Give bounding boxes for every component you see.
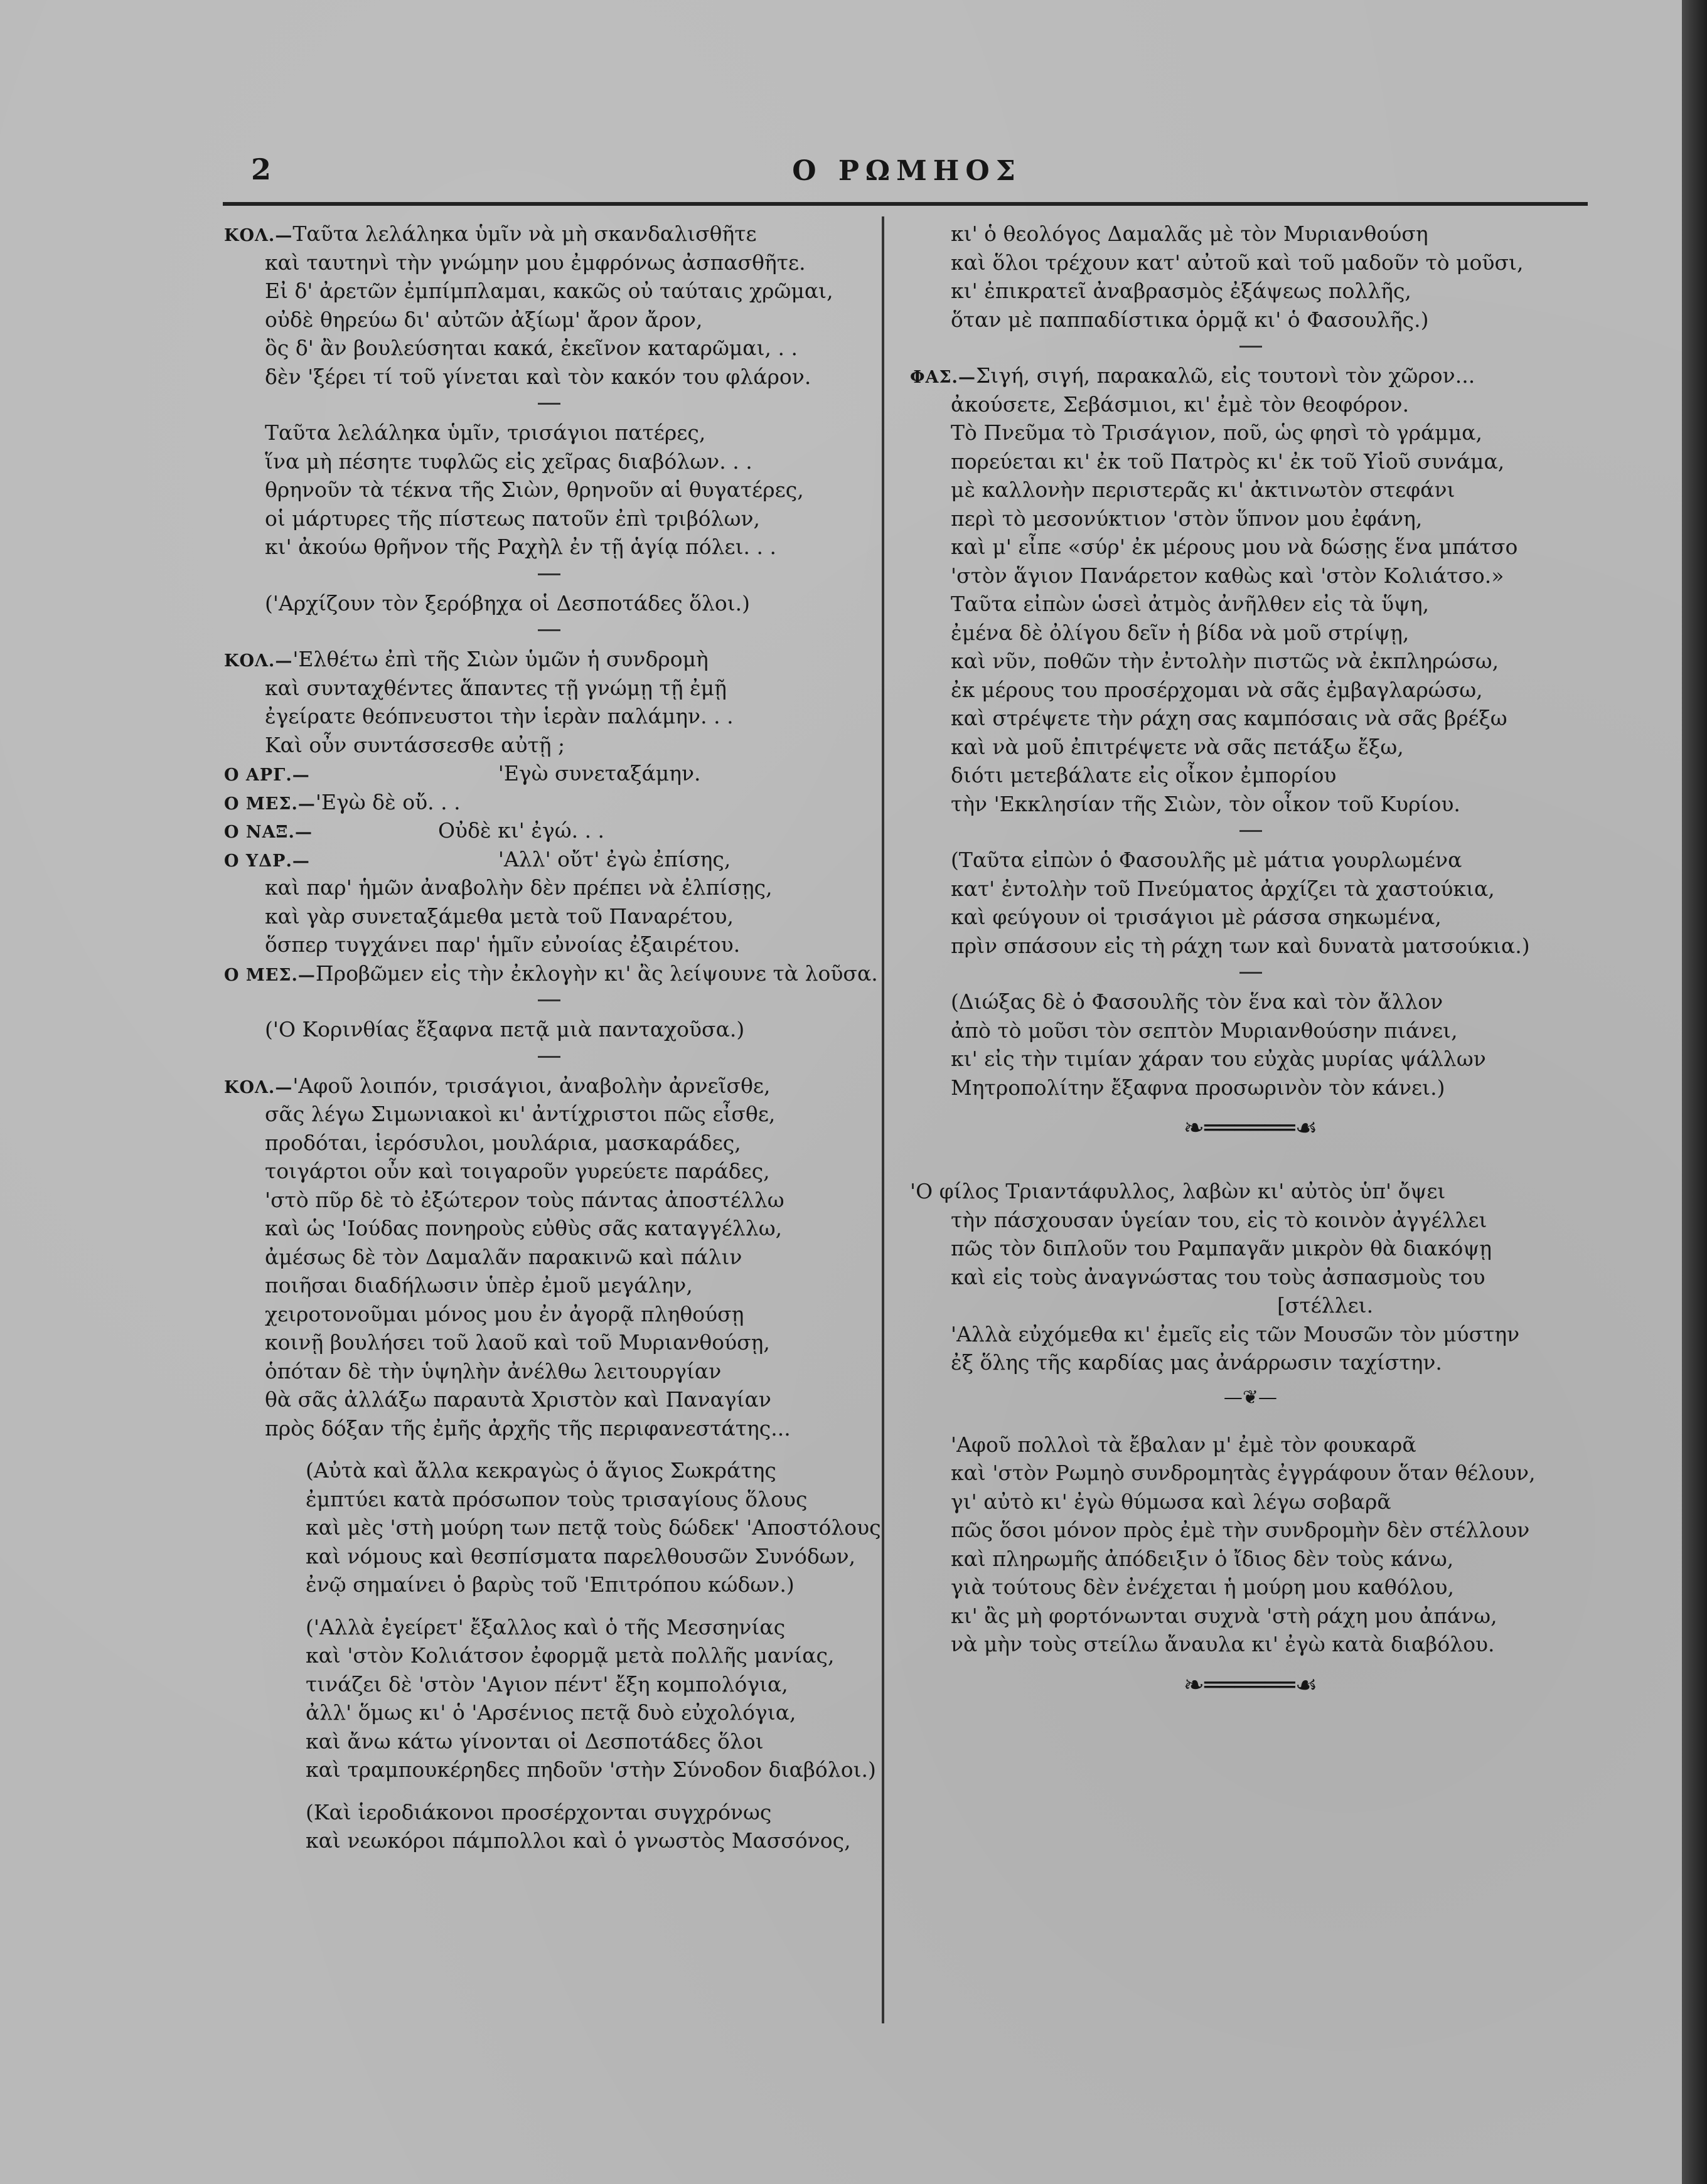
line-text: περὶ τὸ μεσονύκτιον 'στὸν ὕπνον μου ἐφάνη, [951, 506, 1423, 531]
text-line [224, 1456, 874, 1485]
text-line [224, 845, 874, 874]
text-line [910, 248, 1591, 277]
separator-dash [538, 573, 560, 575]
line-text: 'Ελθέτω ἐπὶ τῆς Σιὼν ὑμῶν ἡ συνδρομὴ [292, 647, 709, 671]
text-line [910, 1291, 1591, 1320]
speaker-label: ΚΟΛ.— [224, 226, 293, 245]
line-text: καὶ πληρωμῆς ἀπόδειξιν ὁ ἴδιος δὲν τοὺς κάνω, [951, 1546, 1454, 1571]
text-line [224, 816, 874, 845]
line-text: Εἰ δ' ἀρετῶν ἐμπίμπλαμαι, κακῶς οὐ ταύταις χρῶμαι, [265, 279, 833, 303]
line-text: 'Ο φίλος Τριαντάφυλλος, λαβὼν κι' αὐτὸς ὑπ' ὄψει [910, 1179, 1446, 1203]
text-line [224, 702, 874, 731]
line-text: κι' ἂς μὴ φορτόνωνται συχνὰ 'στὴ ράχη μου ἀπάνω, [951, 1603, 1497, 1628]
text-line [224, 1755, 874, 1784]
line-text: μὲ καλλονὴν περιστερᾶς κι' ἀκτινωτὸν στεφάνι [951, 477, 1455, 502]
text-line [910, 447, 1591, 476]
line-text: ἐξ ὅλης τῆς καρδίας μας ἀνάρρωσιν ταχίστην. [951, 1350, 1442, 1375]
text-line [910, 1234, 1591, 1263]
line-text: ὁπόταν δὲ τὴν ὑψηλὴν ἀνέλθω λειτουργίαν [265, 1358, 722, 1383]
line-text: ἐνῷ σημαίνει ὁ βαρὺς τοῦ 'Επιτρόπου κώδων.) [306, 1572, 795, 1597]
stanza-gap [224, 1599, 874, 1613]
newspaper-title: Ο ΡΩΜΗΟΣ [792, 155, 1022, 187]
speaker-label: Ο ΑΡΓ.— [224, 765, 310, 785]
line-text: νὰ μὴν τοὺς στείλω ἄναυλα κι' ἐγὼ κατὰ διαβόλου. [951, 1632, 1495, 1656]
text-line [910, 390, 1591, 419]
line-text: Ταῦτα εἰπὼν ὡσεὶ ἀτμὸς ἀνῆλθεν εἰς τὰ ὕψη, [951, 592, 1430, 616]
line-text: καὶ νόμους καὶ θεσπίσματα παρελθουσῶν Συνόδων, [306, 1543, 856, 1569]
text-line [224, 645, 874, 674]
text-line [224, 1015, 874, 1044]
line-text: προδόται, ἱερόσυλοι, μουλάρια, μασκαράδες, [265, 1130, 741, 1155]
line-text: κι' ἐπικρατεῖ ἀναβρασμὸς ἐξάψεως πολλῆς, [951, 279, 1411, 303]
line-text: (Ταῦτα εἰπὼν ὁ Φασουλῆς μὲ μάτια γουρλωμένα [951, 848, 1462, 872]
text-line [910, 676, 1591, 705]
line-text: καὶ στρέψετε τὴν ράχη σας καμπόσαις νὰ σᾶς βρέξω [951, 706, 1507, 730]
separator-dash [538, 403, 560, 405]
text-line [224, 447, 874, 476]
line-text: ἀπὸ τὸ μοῦσι τὸν σεπτὸν Μυριανθούσην πιάνει, [951, 1018, 1458, 1043]
text-line [224, 1243, 874, 1272]
text-line [224, 363, 874, 392]
text-line [224, 1214, 874, 1243]
line-text: καὶ μὲς 'στὴ μούρη των πετᾷ τοὺς δώδεκ' 'Αποστόλους [306, 1515, 881, 1540]
line-text: καὶ 'στὸν Ρωμηὸ συνδρομητὰς ἐγγράφουν ὅταν θέλουν, [951, 1461, 1536, 1485]
line-text: καὶ γὰρ συνεταξάμεθα μετὰ τοῦ Παναρέτου, [265, 903, 734, 929]
line-text: καὶ ταυτηνὶ τὴν γνώμην μου ἐμφρόνως ἀσπασθῆτε. [265, 250, 806, 275]
line-text: Ταῦτα λελάληκα ὑμῖν νὰ μὴ σκανδαλισθῆτε [292, 221, 757, 246]
line-text: Μητροπολίτην ἔξαφνα προσωρινὸν τὸν κάνει.) [951, 1075, 1445, 1100]
text-line [910, 1206, 1591, 1235]
line-text: Οὐδὲ κι' ἐγώ. . . [437, 818, 605, 843]
line-text: κι' εἰς τὴν τιμίαν χάραν του εὐχὰς μυρίας ψάλλων [951, 1047, 1486, 1071]
line-text: Τὸ Πνεῦμα τὸ Τρισάγιον, ποῦ, ὡς φησὶ τὸ γράμμα, [951, 420, 1482, 445]
text-line [910, 476, 1591, 504]
text-line [224, 1157, 874, 1186]
text-line [910, 562, 1591, 590]
text-line [910, 504, 1591, 533]
text-line [910, 361, 1591, 390]
text-line [224, 589, 874, 618]
speaker-label: Ο ΝΑΞ.— [224, 823, 313, 842]
text-line [910, 533, 1591, 562]
text-line [910, 418, 1591, 447]
page-header [226, 147, 1588, 191]
line-text: καὶ ὅλοι τρέχουν κατ' αὐτοῦ καὶ τοῦ μαδοῦν τὸ μοῦσι, [951, 250, 1524, 275]
text-line [224, 1414, 874, 1443]
separator-dash [538, 999, 560, 1001]
line-text: καὶ παρ' ἡμῶν ἀναβολὴν δὲν πρέπει νὰ ἐλπίσῃς, [265, 875, 773, 900]
ornament-divider: ❧══════☙ [1183, 1670, 1318, 1700]
text-line [910, 903, 1591, 932]
page-number: 2 [251, 152, 272, 186]
line-text: κατ' ἐντολὴν τοῦ Πνεύματος ἀρχίζει τὰ χαστούκια, [951, 876, 1495, 901]
separator-dash [538, 1056, 560, 1058]
line-text: ἐμένα δὲ ὀλίγου δεῖν ἡ βίδα νὰ μοῦ στρίψῃ, [951, 620, 1410, 645]
line-text: διότι μετεβάλατε εἰς οἶκον ἐμπορίου [951, 763, 1337, 787]
stanza-gap [224, 1784, 874, 1798]
line-text: ἀμέσως δὲ τὸν Δαμαλᾶν παρακινῶ καὶ πάλιν [265, 1244, 742, 1269]
line-text: [στέλλει. [1277, 1293, 1374, 1318]
line-text: καὶ μ' εἶπε «σύρ' ἐκ μέρους μου νὰ δώσῃς ἕνα μπάτσο [951, 535, 1518, 559]
line-text: Προβῶμεν εἰς τὴν ἐκλογὴν κι' ἂς λείψουνε τὰ λοῦσα. [315, 961, 878, 986]
text-line [910, 1630, 1591, 1659]
line-text: τινάζει δὲ 'στὸν 'Αγιον πέντ' ἔξη κομπολόγια, [306, 1671, 788, 1697]
text-line [224, 277, 874, 306]
text-line [910, 1516, 1591, 1545]
speaker-label: ΚΟΛ.— [224, 651, 293, 671]
text-line [910, 1263, 1591, 1292]
speaker-label: Ο ΥΔΡ.— [224, 851, 310, 871]
line-text: ἵνα μὴ πέσητε τυφλῶς εἰς χεῖρας διαβόλων. . . [265, 449, 752, 474]
line-text: ('Αρχίζουν τὸν ξερόβηχα οἱ Δεσποτάδες ὅλοι.) [265, 590, 751, 615]
line-text: (Καὶ ἱεροδιάκονοι προσέρχονται συγχρόνως [306, 1799, 772, 1824]
text-line [224, 533, 874, 562]
text-line [224, 504, 874, 533]
text-line [224, 334, 874, 363]
text-line [224, 902, 874, 931]
line-text: κι' ἀκούω θρῆνον τῆς Ραχὴλ ἐν τῇ ἁγίᾳ πόλει. . . [265, 535, 776, 559]
text-line [910, 1459, 1591, 1488]
text-line [910, 306, 1591, 334]
page-edge [1682, 0, 1707, 2184]
line-text: ('Ο Κορινθίας ἔξαφνα πετᾷ μιὰ πανταχοῦσα.) [265, 1017, 745, 1041]
line-text: θὰ σᾶς ἀλλάξω παραυτὰ Χριστὸν καὶ Παναγίαν [265, 1387, 771, 1412]
line-text: θρηνοῦν τὰ τέκνα τῆς Σιὼν, θρηνοῦν αἱ θυγατέρες, [265, 477, 804, 502]
text-line [910, 875, 1591, 903]
line-text: καὶ νῦν, ποθῶν τὴν ἐντολὴν πιστῶς νὰ ἐκπληρώσω, [951, 649, 1499, 673]
text-line [910, 846, 1591, 875]
separator-dash [538, 629, 560, 631]
text-line [224, 1670, 874, 1699]
line-text: κι' ὁ θεολόγος Δαμαλᾶς μὲ τὸν Μυριανθούση [951, 221, 1428, 246]
text-line [910, 277, 1591, 306]
line-text: ἐκ μέρους του προσέρχομαι νὰ σᾶς ἐμβαγλαρώσω, [951, 677, 1483, 702]
line-text: 'Εγὼ δὲ οὔ. . . [315, 789, 461, 814]
line-text: τὴν 'Εκκλησίαν τῆς Σιὼν, τὸν οἶκον τοῦ Κυρίου. [951, 791, 1460, 816]
text-line [224, 476, 874, 504]
column-divider [882, 216, 884, 2023]
line-text: ὃς δ' ἂν βουλεύσηται κακά, ἐκεῖνον καταρῶμαι, . . [265, 336, 798, 360]
line-text: καὶ συνταχθέντες ἅπαντες τῇ γνώμῃ τῇ ἐμῇ [265, 675, 727, 700]
line-text: πῶς τὸν διπλοῦν του Ραμπαγᾶν μικρὸν θὰ διακόψῃ [951, 1236, 1492, 1260]
text-line [224, 1826, 874, 1855]
text-line [910, 1545, 1591, 1574]
text-line [224, 1271, 874, 1300]
text-line [910, 1320, 1591, 1349]
line-text: ὅταν μὲ παππαδίστικα ὁρμᾷ κι' ὁ Φασουλῆς.) [951, 307, 1429, 332]
text-line [224, 731, 874, 760]
line-text: πορεύεται κι' ἐκ τοῦ Πατρὸς κι' ἐκ τοῦ Υἱοῦ συνάμα, [951, 449, 1505, 474]
text-line [224, 930, 874, 959]
text-line [224, 1485, 874, 1514]
line-text: 'Αλλὰ εὐχόμεθα κι' ἐμεῖς εἰς τῶν Μουσῶν τὸν μύστην [951, 1321, 1520, 1346]
line-text: σᾶς λέγω Σιμωνιακοὶ κι' ἀντίχριστοι πῶς εἶσθε, [265, 1102, 776, 1126]
speaker-label: ΚΟΛ.— [224, 1077, 293, 1097]
text-line [910, 220, 1591, 248]
text-line [910, 1016, 1591, 1045]
text-line [224, 788, 874, 817]
line-text: Καὶ οὖν συντάσσεσθε αὐτῇ ; [265, 732, 565, 757]
line-text: (Αὐτὰ καὶ ἄλλα κεκραγὼς ὁ ἅγιος Σωκράτης [306, 1458, 776, 1483]
text-line [224, 248, 874, 277]
line-text: 'Εγὼ συνεταξάμην. [498, 761, 701, 786]
line-text: Σιγή, σιγή, παρακαλῶ, εἰς τουτονὶ τὸν χῶρον... [975, 363, 1475, 388]
left-column [224, 220, 881, 1855]
text-line [910, 704, 1591, 733]
text-line [224, 959, 878, 988]
line-text: ἐγείρατε θεόπνευστοι τὴν ἱερὰν παλάμην. . . [265, 704, 734, 728]
line-text: ὅσπερ τυγχάνει παρ' ἡμῖν εὐνοίας ἐξαιρέτου. [265, 932, 741, 957]
text-line [910, 790, 1591, 819]
text-line [910, 1430, 1591, 1459]
text-line [910, 733, 1591, 762]
line-text: ποιῆσαι διαδήλωσιν ὑπὲρ ἐμοῦ μεγάλην, [265, 1273, 693, 1297]
ornament-divider: ❧══════☙ [1183, 1114, 1318, 1143]
text-line [224, 1641, 874, 1670]
line-text: καὶ εἰς τοὺς ἀναγνώστας του τοὺς ἀσπασμοὺς του [951, 1264, 1485, 1289]
text-line [910, 619, 1591, 647]
text-line [224, 873, 874, 902]
text-line [224, 220, 874, 248]
text-line [224, 1300, 874, 1329]
line-text: γι' αὐτὸ κι' ἐγὼ θύμωσα καὶ λέγω σοβαρᾶ [951, 1489, 1391, 1514]
text-line [224, 1513, 881, 1542]
ornament-divider: —❦— [1223, 1386, 1278, 1409]
line-text: 'Αφοῦ πολλοὶ τὰ ἔβαλαν μ' ἐμὲ τὸν φουκαρᾶ [951, 1432, 1416, 1457]
text-line [224, 1100, 874, 1129]
text-line [224, 1613, 874, 1642]
line-text: καὶ νὰ μοῦ ἐπιτρέψετε νὰ σᾶς πετάξω ἔξω, [951, 734, 1404, 759]
line-text: οὐδὲ θηρεύω δι' αὐτῶν ἀξίωμ' ἄρον ἄρον, [265, 307, 703, 332]
text-line [224, 1698, 874, 1727]
line-text: πρὸς δόξαν τῆς ἐμῆς ἀρχῆς τῆς περιφανεστάτης... [265, 1415, 791, 1441]
line-text: καὶ ἄνω κάτω γίνονται οἱ Δεσποτάδες ὅλοι [306, 1729, 764, 1754]
text-line [910, 1177, 1591, 1206]
separator-dash [1239, 830, 1262, 832]
line-text: γιὰ τούτους δὲν ἐνέχεται ἡ μούρη μου καθόλου, [951, 1575, 1454, 1599]
right-column [910, 220, 1591, 1734]
line-text: καὶ τραμπουκέρηδες πηδοῦν 'στὴν Σύνοδον διαβόλοι.) [306, 1757, 876, 1782]
text-line [910, 1602, 1591, 1631]
text-line [224, 1072, 874, 1100]
text-line [910, 1348, 1591, 1377]
text-line [224, 1328, 874, 1357]
text-line [910, 932, 1591, 961]
separator-dash [1239, 972, 1262, 974]
text-line [224, 1570, 874, 1599]
text-line [910, 1488, 1591, 1516]
text-line [910, 761, 1591, 790]
text-line [224, 759, 874, 788]
text-line [910, 590, 1591, 619]
line-text: τοιγάρτοι οὖν καὶ τοιγαροῦν γυρεύετε παράδες, [265, 1159, 770, 1183]
line-text: 'Αλλ' οὔτ' ἐγὼ ἐπίσης, [498, 846, 731, 871]
stanza-gap [224, 1442, 874, 1456]
line-text: ἐμπτύει κατὰ πρόσωπον τοὺς τρισαγίους ὅλους [306, 1486, 808, 1511]
line-text: πῶς ὅσοι μόνον πρὸς ἐμὲ τὴν συνδρομὴν δὲν στέλλουν [951, 1518, 1530, 1542]
line-text: τὴν πάσχουσαν ὑγείαν του, εἰς τὸ κοινὸν ἀγγέλλει [951, 1207, 1487, 1232]
text-line [224, 674, 874, 703]
line-text: δὲν 'ξέρει τί τοῦ γίνεται καὶ τὸν κακόν του φλάρον. [265, 364, 811, 389]
line-text: ἀλλ' ὅμως κι' ὁ 'Αρσένιος πετᾷ δυὸ εὐχολόγια, [306, 1700, 796, 1725]
line-text: 'Αφοῦ λοιπόν, τρισάγιοι, ἀναβολὴν ἀρνεῖσθε, [292, 1073, 771, 1098]
text-line [224, 1385, 874, 1414]
line-text: Ταῦτα λελάληκα ὑμῖν, τρισάγιοι πατέρες, [265, 420, 706, 445]
line-text: 'στὸ πῦρ δὲ τὸ ἐξώτερον τοὺς πάντας ἀποστέλλω [265, 1187, 784, 1212]
text-line [910, 988, 1591, 1016]
text-line [910, 1573, 1591, 1602]
header-rule [223, 202, 1588, 206]
text-line [910, 647, 1591, 676]
text-line [910, 1045, 1591, 1073]
line-text: καὶ φεύγουν οἱ τρισάγιοι μὲ ράσσα σηκωμένα, [951, 905, 1442, 929]
speaker-label: Ο ΜΕΣ.— [224, 965, 316, 985]
line-text: καὶ νεωκόροι πάμπολλοι καὶ ὁ γνωστὸς Μασσόνος, [306, 1828, 851, 1853]
speaker-label: Ο ΜΕΣ.— [224, 794, 316, 814]
speaker-label: ΦΑΣ.— [910, 368, 976, 387]
line-text: (Διώξας δὲ ὁ Φασουλῆς τὸν ἕνα καὶ τὸν ἄλλον [951, 989, 1443, 1014]
text-line [224, 306, 874, 334]
line-text: ἀκούσετε, Σεβάσμιοι, κι' ἐμὲ τὸν θεοφόρον. [951, 392, 1410, 417]
line-text: κοινῇ βουλήσει τοῦ λαοῦ καὶ τοῦ Μυριανθούσῃ, [265, 1330, 770, 1355]
text-line [224, 1727, 874, 1756]
line-text: ('Αλλὰ ἐγείρετ' ἔξαλλος καὶ ὁ τῆς Μεσσηνίας [306, 1614, 786, 1639]
text-line [224, 1798, 874, 1827]
text-line [224, 418, 874, 447]
text-line [224, 1542, 874, 1571]
line-text: 'στὸν ἅγιον Πανάρετον καθὼς καὶ 'στὸν Κολιάτσο.» [951, 563, 1504, 588]
separator-dash [1239, 346, 1262, 348]
text-line [910, 1073, 1591, 1102]
line-text: πρὶν σπάσουν εἰς τὴ ράχη των καὶ δυνατὰ ματσούκια.) [951, 933, 1530, 958]
text-line [224, 1129, 874, 1158]
line-text: καὶ ὡς 'Ιούδας πονηροὺς εὐθὺς σᾶς καταγγέλλω, [265, 1216, 783, 1240]
text-line [224, 1186, 874, 1215]
line-text: καὶ 'στὸν Κολιάτσον ἐφορμᾷ μετὰ πολλῆς μανίας, [306, 1643, 835, 1668]
text-line [224, 1357, 874, 1386]
line-text: χειροτονοῦμαι μόνος μου ἐν ἀγορᾷ πληθούσῃ [265, 1301, 744, 1326]
line-text: οἱ μάρτυρες τῆς πίστεως πατοῦν ἐπὶ τριβόλων, [265, 506, 761, 531]
